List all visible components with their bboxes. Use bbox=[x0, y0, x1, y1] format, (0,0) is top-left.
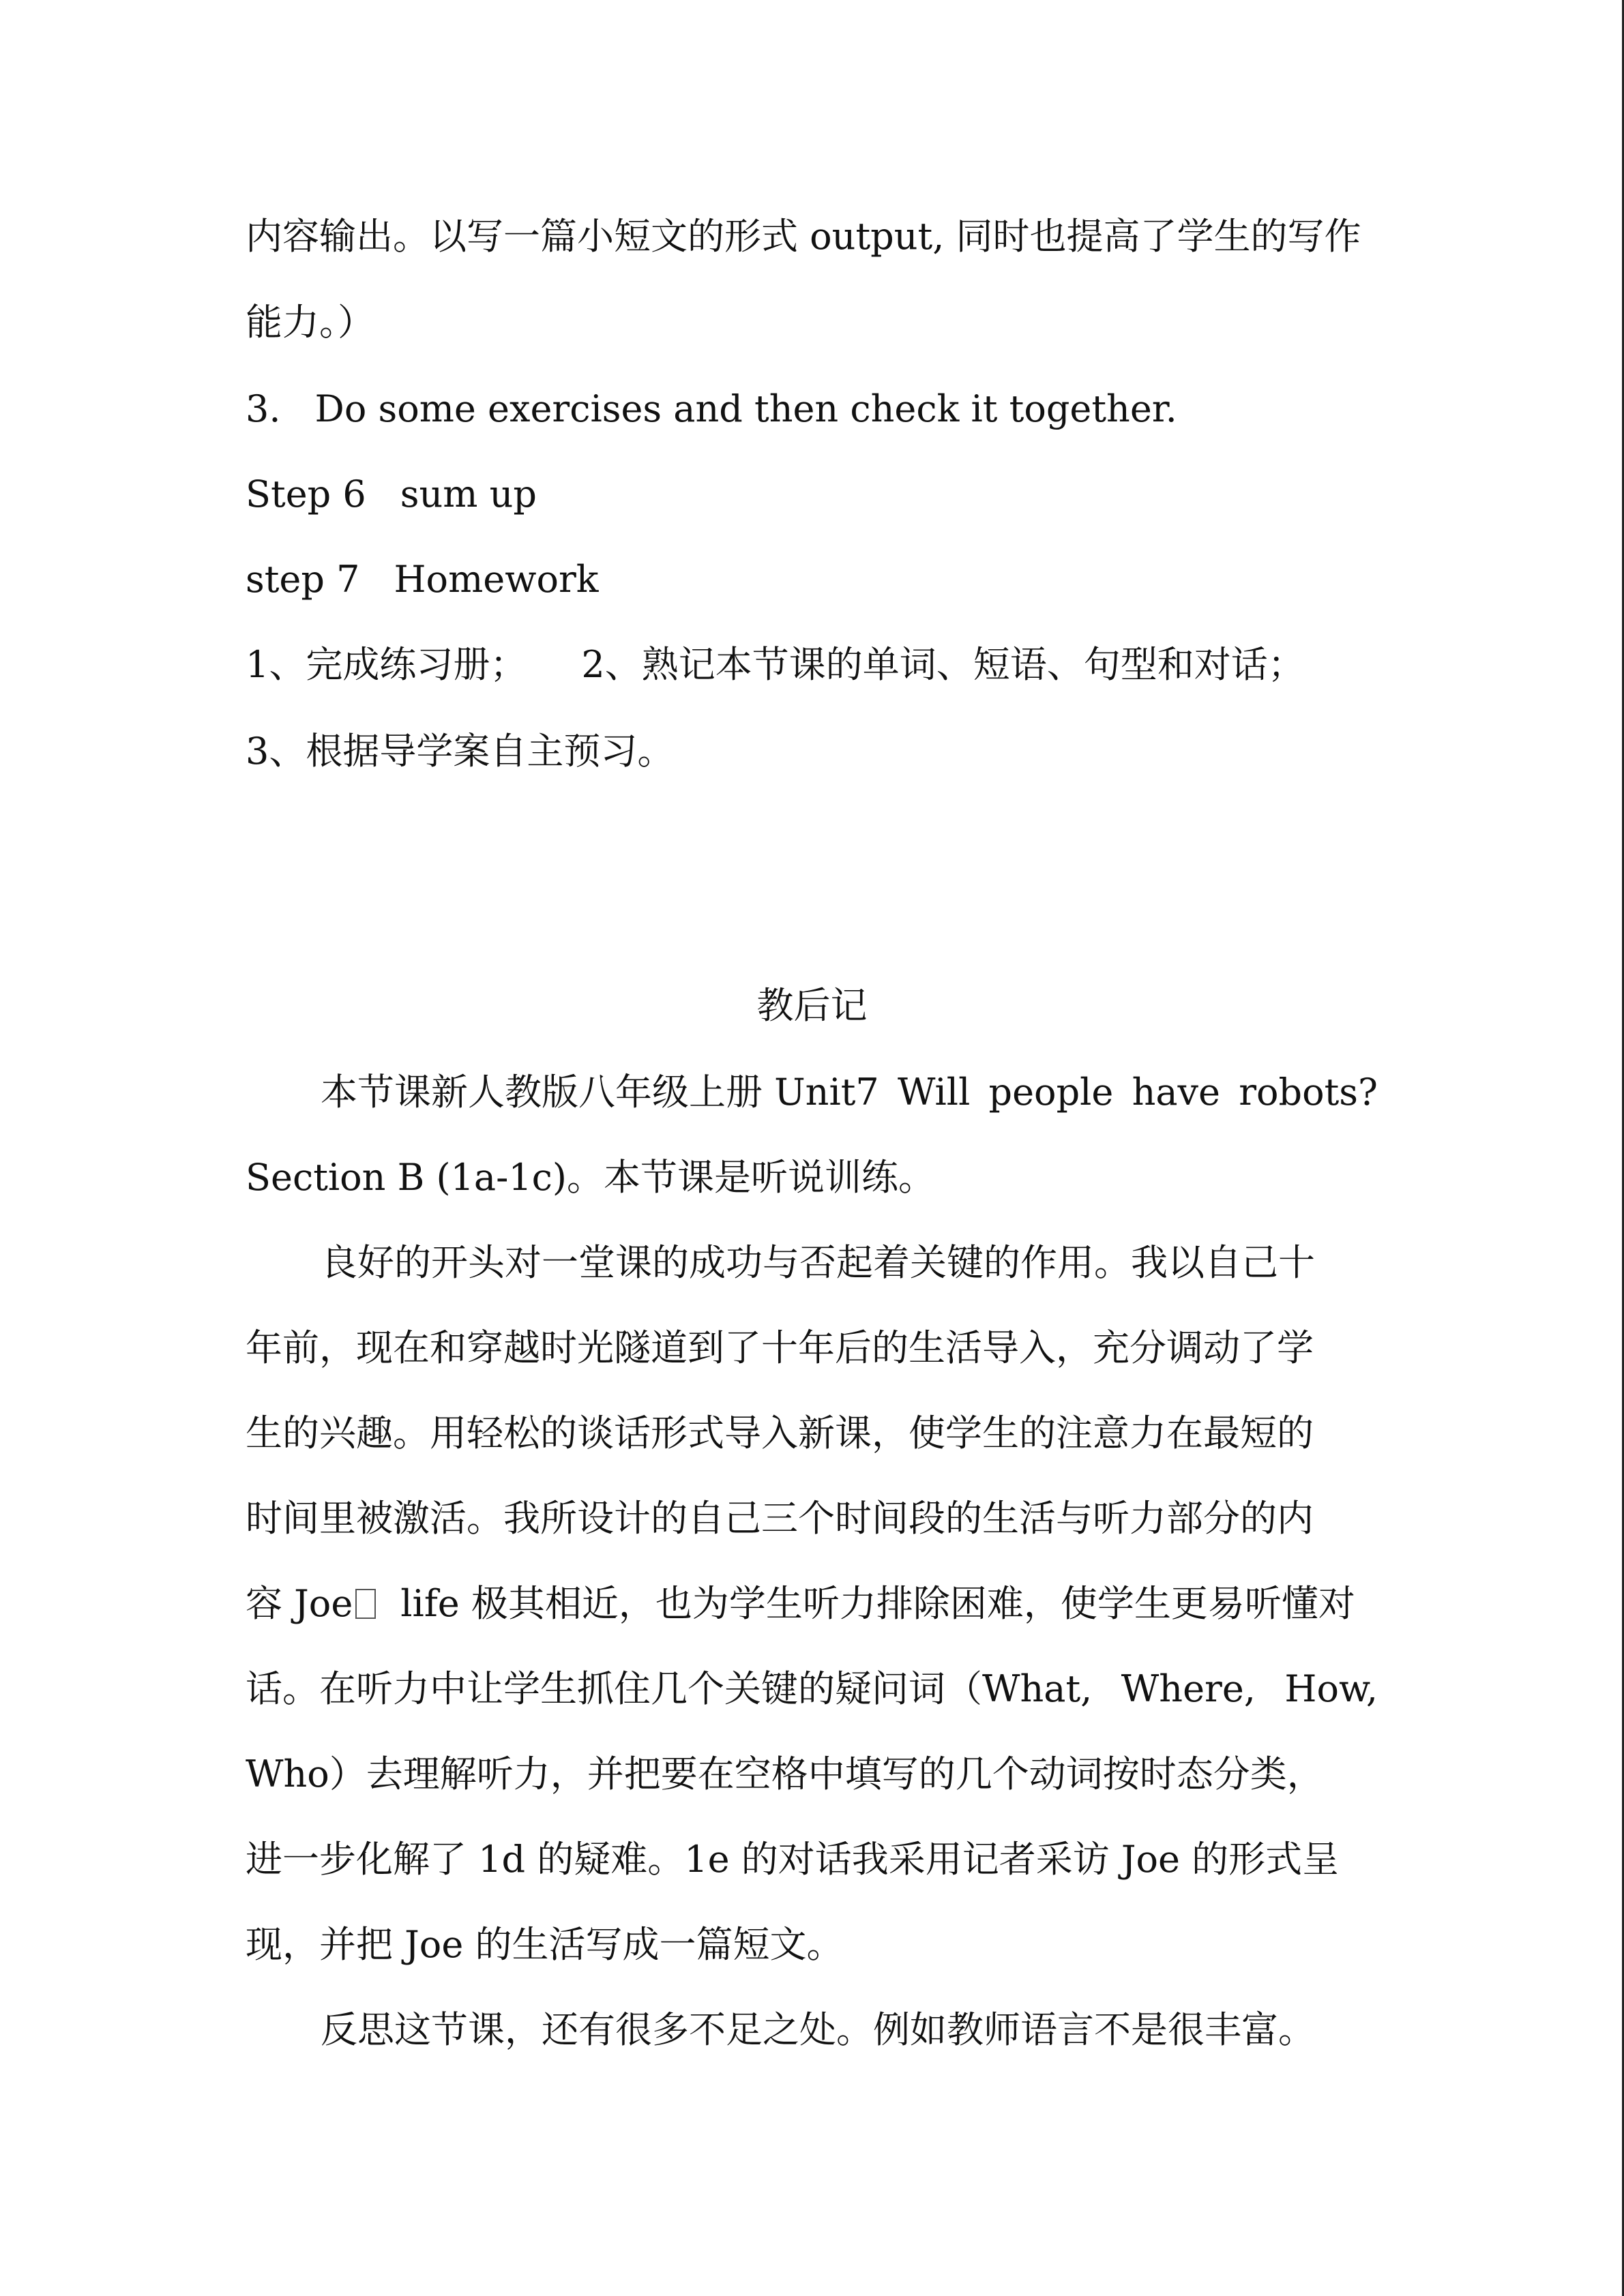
text-segment: Will bbox=[897, 1071, 971, 1114]
text-segment: 容 Joe bbox=[246, 1582, 353, 1625]
step7-label: step 7 bbox=[246, 558, 360, 601]
exercise-number: 3. bbox=[246, 387, 281, 430]
step6-line bbox=[246, 471, 1378, 518]
text-line: Who）去理解听力，并把要在空格中填写的几个动词按时态分类， bbox=[246, 1753, 1324, 1795]
text-line: 反思这节课，还有很多不足之处。例如教师语言不是很丰富。 bbox=[321, 2008, 1315, 2051]
text-segment: robots? bbox=[1239, 1071, 1378, 1114]
text-segment: How, bbox=[1284, 1667, 1378, 1710]
text-line: 进一步化解了 1d 的疑难。1e 的对话我采用记者采访 Joe 的形式呈 bbox=[246, 1838, 1340, 1881]
step6-text: sum up bbox=[400, 473, 537, 516]
homework-line bbox=[246, 641, 1378, 689]
text-line bbox=[246, 1665, 1378, 1713]
text-line: 良好的开头对一堂课的成功与否起着关键的作用。我以自己十 bbox=[321, 1241, 1315, 1284]
homework-item: 2、熟记本节课的单词、短语、句型和对话； bbox=[581, 643, 1305, 686]
text-line bbox=[246, 1580, 1378, 1628]
text-line: 内容输出。以写一篇小短文的形式 output, 同时也提高了学生的写作 bbox=[246, 215, 1361, 258]
homework-item: 1、完成练习册； bbox=[246, 643, 527, 686]
step7-line bbox=[246, 556, 1378, 603]
step6-label: Step 6 bbox=[246, 473, 366, 516]
text-segment: 话。在听力中让学生抓住几个关键的疑问词（What, bbox=[246, 1667, 1093, 1710]
text-segment: 本节课新人教版八年级上册 Unit7 bbox=[321, 1071, 879, 1114]
text-segment: people bbox=[988, 1071, 1114, 1114]
exercise-line bbox=[246, 385, 1378, 433]
text-line: Section B (1a-1c)。本节课是听说训练。 bbox=[246, 1156, 935, 1199]
text-line: 生的兴趣。用轻松的谈话形式导入新课，使学生的注意力在最短的 bbox=[246, 1412, 1314, 1455]
step7-text: Homework bbox=[394, 558, 599, 601]
text-segment: life 极其相近，也为学生听力排除困难，使学生更易听懂对 bbox=[400, 1582, 1355, 1625]
text-line: 能力。） bbox=[246, 301, 374, 344]
text-line bbox=[321, 1069, 1378, 1116]
text-line: 现，并把 Joe 的生活写成一篇短文。 bbox=[246, 1923, 844, 1966]
text-line: 时间里被激活。我所设计的自己三个时间段的生活与听力部分的内 bbox=[246, 1497, 1314, 1540]
text-line: 年前，现在和穿越时光隧道到了十年后的生活导入，充分调动了学 bbox=[246, 1326, 1314, 1369]
exercise-text: Do some exercises and then check it together. bbox=[314, 387, 1177, 430]
section-title: 教后记 bbox=[756, 984, 868, 1027]
text-segment: Where, bbox=[1121, 1667, 1256, 1710]
homework-line: 3、根据导学案自主预习。 bbox=[246, 730, 675, 773]
text-segment: have bbox=[1132, 1071, 1220, 1114]
missing-glyph-box bbox=[355, 1589, 376, 1619]
